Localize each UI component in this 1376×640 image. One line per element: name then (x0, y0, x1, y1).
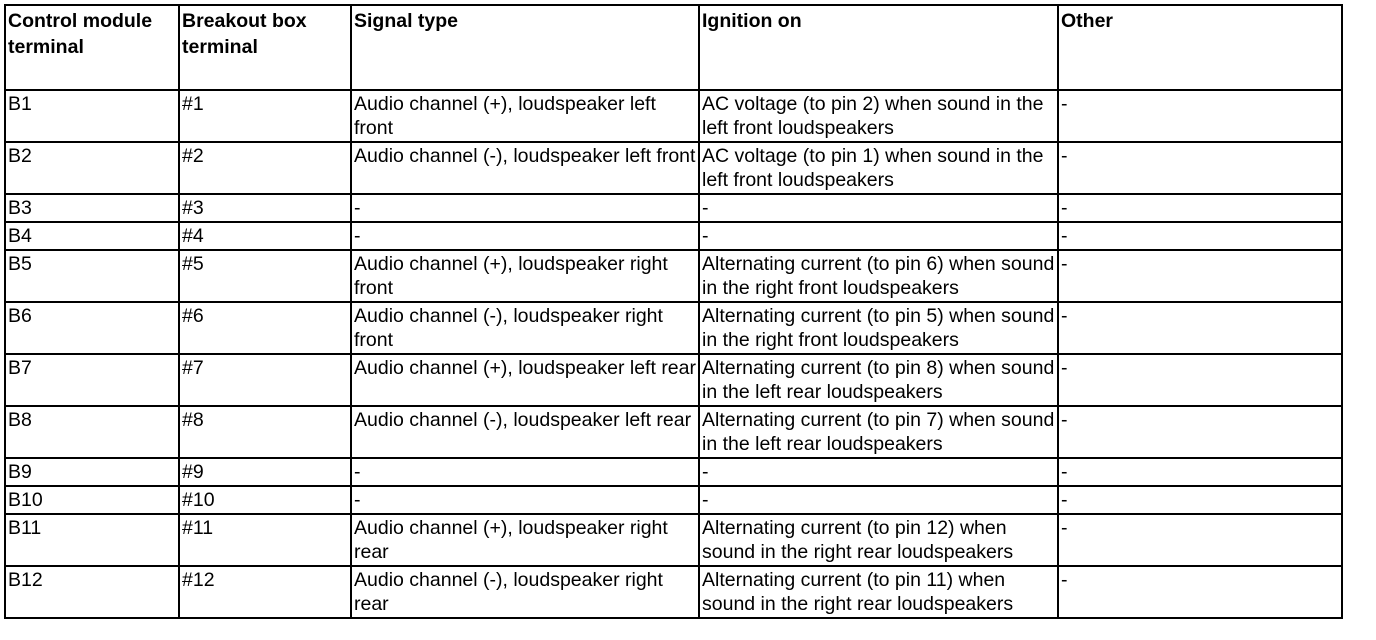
pin-assignment-table (4, 4, 1343, 619)
cell-breakout-box-terminal: #1 (179, 90, 351, 142)
cell-ignition-on: Alternating current (to pin 6) when sound in the right front loudspeakers (699, 250, 1058, 302)
cell-breakout-box-terminal: #4 (179, 222, 351, 250)
cell-other: - (1058, 222, 1342, 250)
cell-signal-type: Audio channel (+), loudspeaker left front (351, 90, 699, 142)
cell-signal-type: - (351, 486, 699, 514)
cell-breakout-box-terminal: #10 (179, 486, 351, 514)
table-row (5, 514, 1342, 566)
cell-ignition-on: Alternating current (to pin 12) when sound in the right rear loudspeakers (699, 514, 1058, 566)
cell-breakout-box-terminal: #11 (179, 514, 351, 566)
header-row (5, 5, 1342, 90)
cell-control-module-terminal: B9 (5, 458, 179, 486)
cell-signal-type: - (351, 458, 699, 486)
table-row (5, 90, 1342, 142)
cell-breakout-box-terminal: #5 (179, 250, 351, 302)
cell-control-module-terminal: B1 (5, 90, 179, 142)
table-row (5, 566, 1342, 618)
cell-breakout-box-terminal: #6 (179, 302, 351, 354)
header-control-module-terminal: Control module terminal (5, 5, 179, 90)
cell-control-module-terminal: B5 (5, 250, 179, 302)
cell-control-module-terminal: B12 (5, 566, 179, 618)
table-row (5, 458, 1342, 486)
cell-other: - (1058, 302, 1342, 354)
cell-ignition-on: Alternating current (to pin 8) when sound in the left rear loudspeakers (699, 354, 1058, 406)
cell-signal-type: Audio channel (-), loudspeaker right rear (351, 566, 699, 618)
cell-control-module-terminal: B4 (5, 222, 179, 250)
cell-other: - (1058, 566, 1342, 618)
cell-ignition-on: - (699, 194, 1058, 222)
cell-ignition-on: Alternating current (to pin 7) when sound in the left rear loudspeakers (699, 406, 1058, 458)
header-signal-type: Signal type (351, 5, 699, 90)
cell-ignition-on: Alternating current (to pin 5) when sound in the right front loudspeakers (699, 302, 1058, 354)
cell-control-module-terminal: B8 (5, 406, 179, 458)
cell-other: - (1058, 354, 1342, 406)
cell-other: - (1058, 514, 1342, 566)
cell-control-module-terminal: B2 (5, 142, 179, 194)
cell-other: - (1058, 406, 1342, 458)
cell-other: - (1058, 90, 1342, 142)
cell-signal-type: Audio channel (-), loudspeaker left rear (351, 406, 699, 458)
cell-ignition-on: - (699, 222, 1058, 250)
table-row (5, 406, 1342, 458)
header-ignition-on: Ignition on (699, 5, 1058, 90)
cell-control-module-terminal: B6 (5, 302, 179, 354)
header-other: Other (1058, 5, 1342, 90)
table-row (5, 142, 1342, 194)
table-row (5, 354, 1342, 406)
cell-breakout-box-terminal: #7 (179, 354, 351, 406)
cell-signal-type: Audio channel (-), loudspeaker left front (351, 142, 699, 194)
cell-ignition-on: Alternating current (to pin 11) when sound in the right rear loudspeakers (699, 566, 1058, 618)
cell-breakout-box-terminal: #2 (179, 142, 351, 194)
table-row (5, 194, 1342, 222)
cell-breakout-box-terminal: #8 (179, 406, 351, 458)
cell-signal-type: - (351, 194, 699, 222)
cell-signal-type: Audio channel (-), loudspeaker right front (351, 302, 699, 354)
cell-breakout-box-terminal: #9 (179, 458, 351, 486)
cell-control-module-terminal: B11 (5, 514, 179, 566)
cell-control-module-terminal: B3 (5, 194, 179, 222)
cell-signal-type: - (351, 222, 699, 250)
cell-ignition-on: AC voltage (to pin 2) when sound in the left front loudspeakers (699, 90, 1058, 142)
cell-other: - (1058, 142, 1342, 194)
cell-other: - (1058, 194, 1342, 222)
cell-signal-type: Audio channel (+), loudspeaker right rear (351, 514, 699, 566)
table-body (5, 90, 1342, 618)
cell-ignition-on: AC voltage (to pin 1) when sound in the left front loudspeakers (699, 142, 1058, 194)
table-row (5, 302, 1342, 354)
cell-breakout-box-terminal: #12 (179, 566, 351, 618)
cell-other: - (1058, 250, 1342, 302)
table-header (5, 5, 1342, 90)
cell-other: - (1058, 458, 1342, 486)
cell-breakout-box-terminal: #3 (179, 194, 351, 222)
table-row (5, 222, 1342, 250)
table-row (5, 486, 1342, 514)
cell-control-module-terminal: B10 (5, 486, 179, 514)
cell-signal-type: Audio channel (+), loudspeaker left rear (351, 354, 699, 406)
cell-control-module-terminal: B7 (5, 354, 179, 406)
cell-ignition-on: - (699, 458, 1058, 486)
table-row (5, 250, 1342, 302)
cell-other: - (1058, 486, 1342, 514)
cell-signal-type: Audio channel (+), loudspeaker right front (351, 250, 699, 302)
header-breakout-box-terminal: Breakout box terminal (179, 5, 351, 90)
cell-ignition-on: - (699, 486, 1058, 514)
